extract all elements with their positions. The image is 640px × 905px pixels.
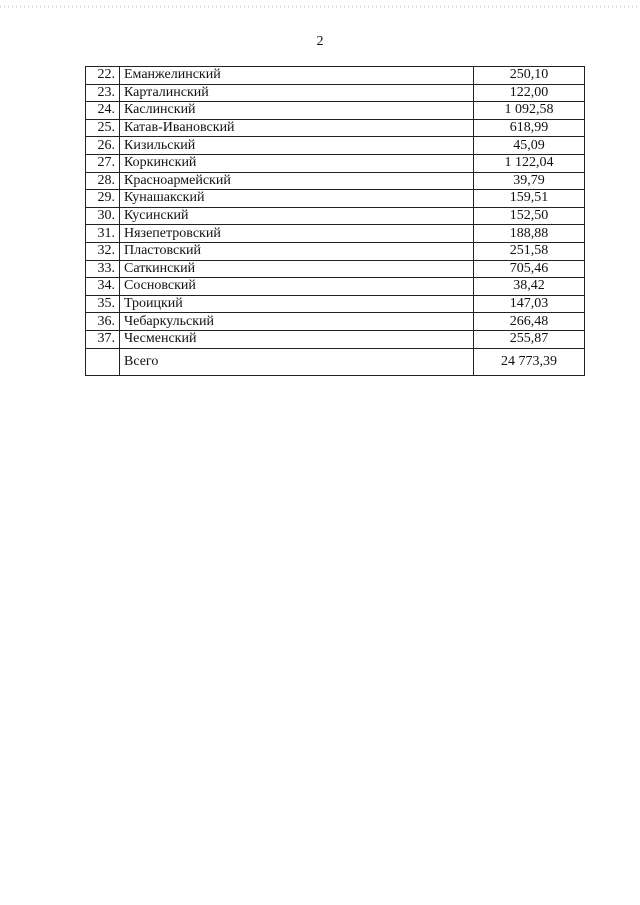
row-number-cell: 23. [86, 84, 120, 102]
amount-cell: 251,58 [474, 242, 585, 260]
table-row [86, 225, 585, 243]
amount-cell: 159,51 [474, 190, 585, 208]
row-number-cell: 22. [86, 67, 120, 85]
amount-cell: 122,00 [474, 84, 585, 102]
table-row [86, 102, 585, 120]
district-name-cell: Пластовский [120, 242, 474, 260]
page-number: 2 [316, 34, 324, 49]
table-row [86, 67, 585, 85]
district-name-cell: Кусинский [120, 207, 474, 225]
district-name-cell: Кунашакский [120, 190, 474, 208]
row-number-cell: 33. [86, 260, 120, 278]
amount-cell: 188,88 [474, 225, 585, 243]
district-name-cell: Чесменский [120, 330, 474, 348]
table-row [86, 313, 585, 331]
table-row [86, 278, 585, 296]
row-number-cell: 30. [86, 207, 120, 225]
total-label-cell: Всего [120, 348, 474, 375]
amount-cell: 705,46 [474, 260, 585, 278]
table-row [86, 330, 585, 348]
row-number-cell: 29. [86, 190, 120, 208]
district-name-cell: Саткинский [120, 260, 474, 278]
district-name-cell: Каслинский [120, 102, 474, 120]
total-amount-cell: 24 773,39 [474, 348, 585, 375]
district-name-cell: Чебаркульский [120, 313, 474, 331]
row-number-cell: 28. [86, 172, 120, 190]
total-number-cell [86, 348, 120, 375]
amount-cell: 152,50 [474, 207, 585, 225]
table-row [86, 172, 585, 190]
amount-cell: 1 092,58 [474, 102, 585, 120]
amount-cell: 255,87 [474, 330, 585, 348]
row-number-cell: 34. [86, 278, 120, 296]
table-row [86, 137, 585, 155]
total-row [86, 348, 585, 375]
table-body [86, 67, 585, 376]
district-name-cell: Сосновский [120, 278, 474, 296]
amount-cell: 39,79 [474, 172, 585, 190]
row-number-cell: 25. [86, 119, 120, 137]
amount-cell: 147,03 [474, 295, 585, 313]
district-name-cell: Троицкий [120, 295, 474, 313]
amount-cell: 618,99 [474, 119, 585, 137]
district-name-cell: Коркинский [120, 154, 474, 172]
row-number-cell: 36. [86, 313, 120, 331]
district-name-cell: Еманжелинский [120, 67, 474, 85]
table-row [86, 154, 585, 172]
table-row [86, 207, 585, 225]
row-number-cell: 31. [86, 225, 120, 243]
table-row [86, 84, 585, 102]
amount-cell: 266,48 [474, 313, 585, 331]
table-row [86, 242, 585, 260]
row-number-cell: 32. [86, 242, 120, 260]
row-number-cell: 26. [86, 137, 120, 155]
district-name-cell: Катав-Ивановский [120, 119, 474, 137]
district-values-table [85, 66, 585, 376]
table-row [86, 190, 585, 208]
row-number-cell: 37. [86, 330, 120, 348]
table-row [86, 295, 585, 313]
amount-cell: 250,10 [474, 67, 585, 85]
district-name-cell: Кизильский [120, 137, 474, 155]
table-row [86, 119, 585, 137]
district-name-cell: Красноармейский [120, 172, 474, 190]
amount-cell: 1 122,04 [474, 154, 585, 172]
amount-cell: 38,42 [474, 278, 585, 296]
row-number-cell: 24. [86, 102, 120, 120]
amount-cell: 45,09 [474, 137, 585, 155]
row-number-cell: 35. [86, 295, 120, 313]
table-row [86, 260, 585, 278]
district-name-cell: Нязепетровский [120, 225, 474, 243]
district-name-cell: Карталинский [120, 84, 474, 102]
scan-noise-strip [0, 5, 640, 8]
row-number-cell: 27. [86, 154, 120, 172]
